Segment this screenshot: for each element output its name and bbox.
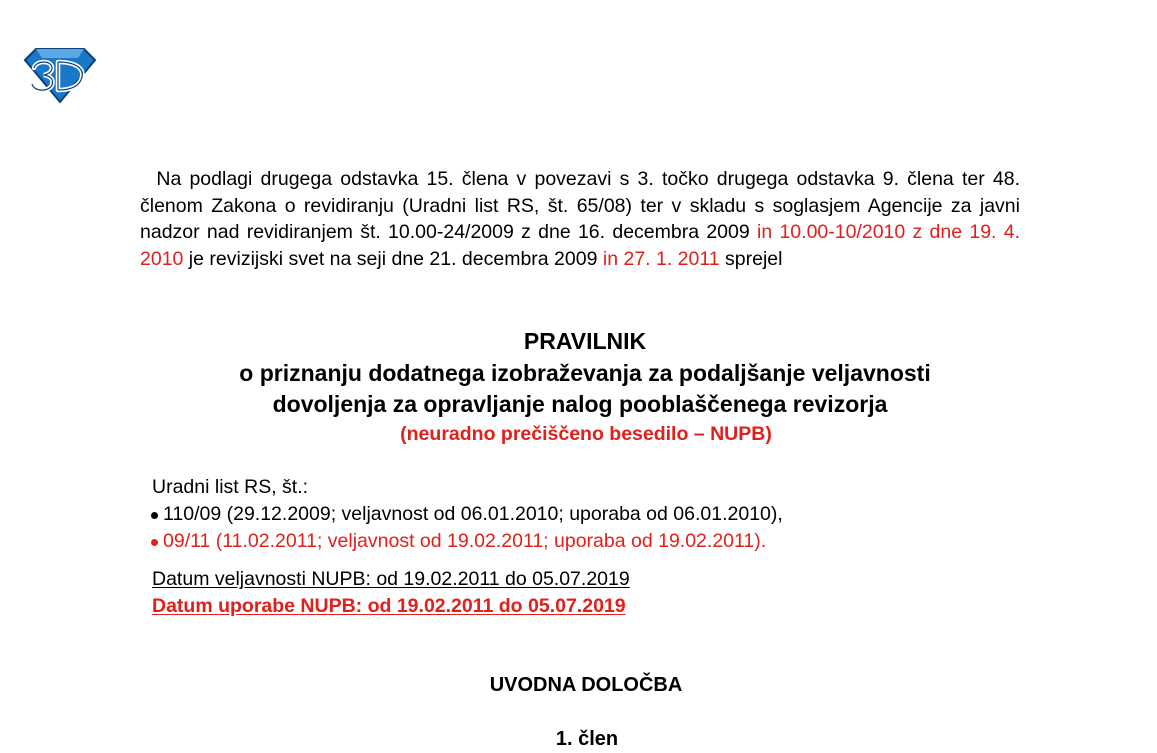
preamble-paragraph [140,166,1020,272]
application-date: Datum uporabe NUPB: od 19.02.2011 do 05.07.2019 [152,595,626,617]
preamble-text-1: Na podlagi drugega odstavka 15. člena v povezavi s 3. točko drugega odstavka 9. člena ter 48. členom Zakona o revidiranju (Uradni list RS, št. 65/08) ter v skladu s soglasjem Agencije za javni nadzor nad revidiranjem št. 10.00-24/2009 z dne 16. decembra 2009 [140,168,1020,243]
gazette-item-text: 09/11 (11.02.2011; veljavnost od 19.02.2011; uporaba od 19.02.2011). [163,530,767,552]
bullet-icon [151,512,158,519]
3d-diamond-logo-icon [22,46,96,104]
preamble-amendment-2: in 27. 1. 2011 [602,247,720,270]
validity-date: Datum veljavnosti NUPB: od 19.02.2011 do 05.07.2019 [152,568,630,590]
title-main: PRAVILNIK [523,328,647,354]
official-gazette-block [152,474,783,552]
gazette-item [149,501,783,528]
preamble-text-2: je revizijski svet na seji dne 21. decembra 2009 [183,247,603,270]
title-line-2: dovoljenja za opravljanje nalog pooblaščenega revizorja [272,391,888,417]
gazette-label: Uradni list RS, št.: [152,476,309,498]
title-note: (neuradno prečiščeno besedilo – NUPB) [400,423,772,445]
title-line-1: o priznanju dodatnega izobraževanja za podaljšanje veljavnosti [239,360,931,386]
gazette-list [149,501,783,555]
bullet-icon [151,539,158,546]
preamble-text-3: sprejel [719,247,783,270]
gazette-item-text: 110/09 (29.12.2009; veljavnost od 06.01.2010; uporaba od 06.01.2010), [163,503,783,525]
logo [22,46,96,104]
nupb-dates [152,566,630,620]
preamble-amendment-1: in 10.00-10/2010 z dne 19. 4. 2010 [140,221,1021,270]
article-heading: 1. člen [555,728,619,750]
section-heading: UVODNA DOLOČBA [489,674,683,696]
gazette-item [149,528,783,555]
